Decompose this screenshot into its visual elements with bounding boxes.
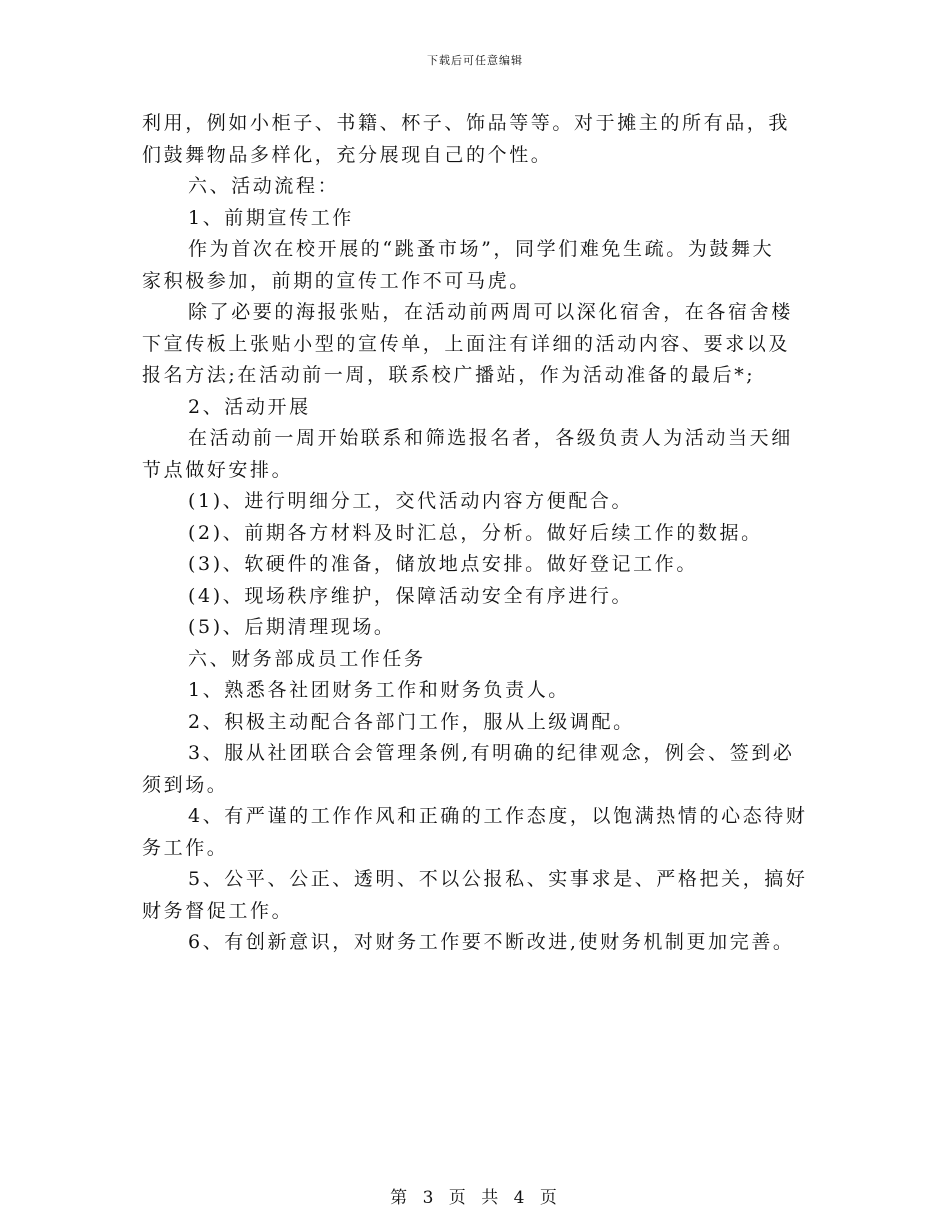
list-item: 5、公平、公正、透明、不以公报私、实事求是、严格把关，搞好 — [188, 868, 808, 890]
paragraph-line: 家积极参加，前期的宣传工作不可马虎。 — [142, 269, 531, 292]
paragraph-line: 财务督促工作。 — [142, 899, 294, 922]
paragraph-line: 利用，例如小柜子、书籍、杯子、饰品等等。对于摊主的所有品，我 — [142, 112, 791, 134]
page-header: 下载后可任意编辑 — [427, 54, 523, 67]
list-item: 3、服从社团联合会管理条例,有明确的纪律观念，例会、签到必 — [188, 742, 795, 764]
section-heading: 六、活动流程： — [188, 175, 340, 197]
list-item: 2、积极主动配合各部门工作，服从上级调配。 — [188, 710, 635, 733]
subsection-heading: 1、前期宣传工作 — [188, 206, 354, 229]
paragraph-line: 除了必要的海报张贴，在活动前两周可以深化宿舍，在各宿舍楼 — [188, 301, 793, 323]
paragraph-line: 报名方法;在活动前一周，联系校广播站，作为活动准备的最后*; — [142, 364, 756, 386]
paragraph-line: 们鼓舞物品多样化，充分展现自己的个性。 — [142, 143, 553, 166]
page-number-footer: 第 3 页 共 4 页 — [390, 1188, 560, 1208]
list-item: (1)、进行明细分工，交代活动内容方便配合。 — [188, 490, 634, 512]
section-heading: 六、财务部成员工作任务 — [188, 647, 426, 670]
list-item: (5)、后期清理现场。 — [188, 616, 396, 638]
list-item: 1、熟悉各社团财务工作和财务负责人。 — [188, 679, 570, 701]
paragraph-line: 务工作。 — [142, 836, 229, 859]
subsection-heading: 2、活动开展 — [188, 395, 311, 418]
list-item: (2)、前期各方材料及时汇总，分析。做好后续工作的数据。 — [188, 521, 763, 544]
paragraph-line: 下宣传板上张贴小型的宣传单，上面注有详细的活动内容、要求以及 — [142, 332, 791, 355]
document-body — [142, 108, 808, 959]
paragraph-line: 作为首次在校开展的“跳蚤市场”，同学们难免生疏。为鼓舞大 — [188, 238, 775, 260]
list-item: (3)、软硬件的准备，储放地点安排。做好登记工作。 — [188, 553, 698, 575]
list-item: 6、有创新意识，对财务工作要不断改进,使财务机制更加完善。 — [188, 931, 795, 953]
list-item: 4、有严谨的工作作风和正确的工作态度，以饱满热情的心态待财 — [188, 805, 808, 827]
list-item: (4)、现场秩序维护，保障活动安全有序进行。 — [188, 584, 634, 607]
paragraph-line: 须到场。 — [142, 773, 229, 796]
paragraph-line: 节点做好安排。 — [142, 458, 294, 481]
paragraph-line: 在活动前一周开始联系和筛选报名者，各级负责人为活动当天细 — [188, 427, 793, 449]
